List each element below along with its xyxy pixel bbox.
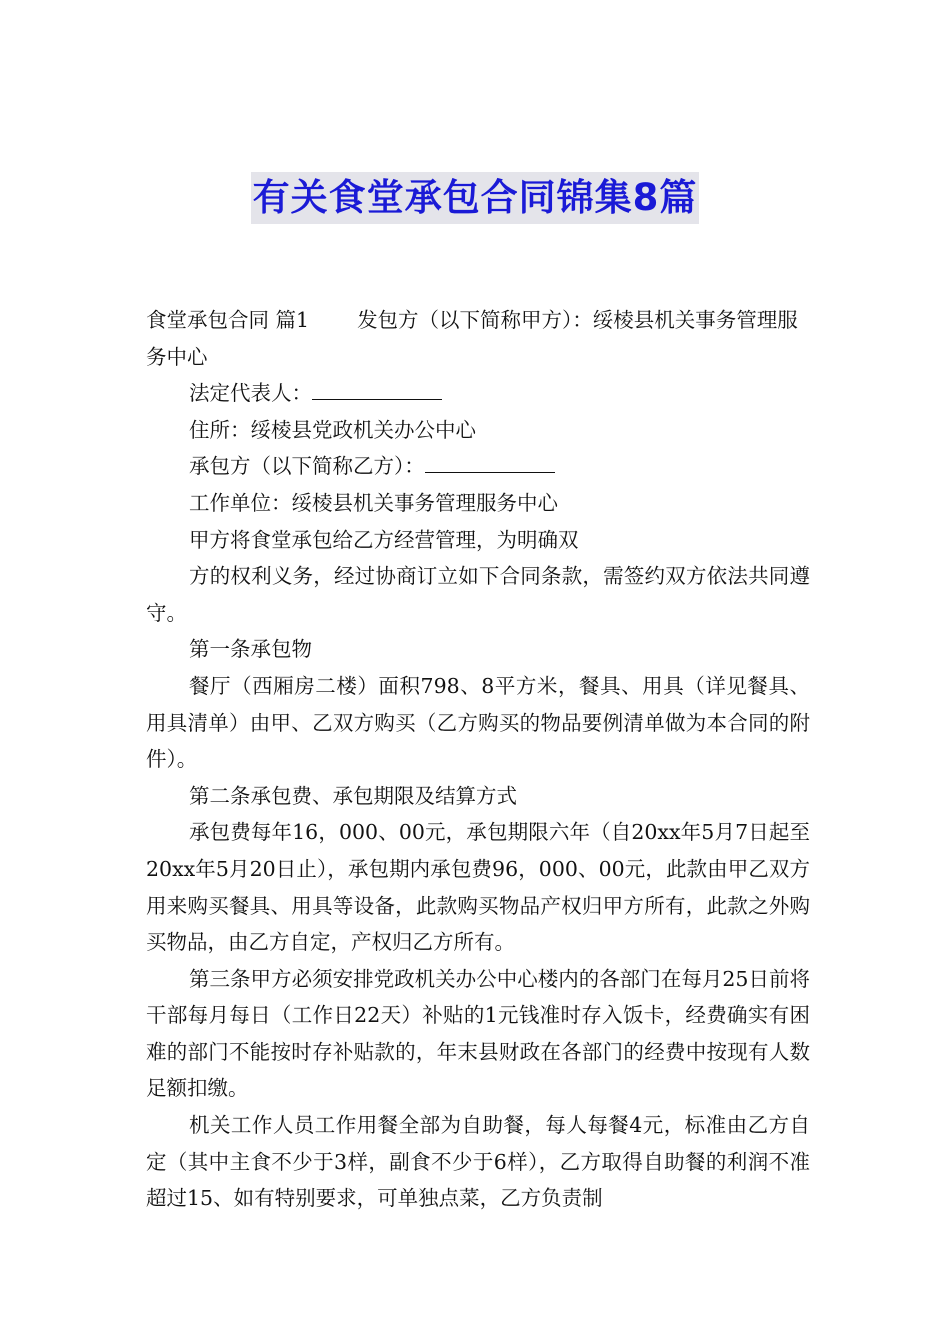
article-2-title: 第二条承包费、承包期限及结算方式 — [189, 783, 517, 808]
party-a-line: 发包方（以下简称甲方）：绥棱县机关事务管理服务中心 — [146, 308, 798, 369]
meal-text: 机关工作人员工作用餐全部为自助餐，每人每餐4元，标准由乙方自定（其中主食不少于3样，副食不少于6样），乙方取得自助餐的利润不准超过15、如有特别要求，可单独点菜，乙方负责制 — [146, 1113, 810, 1211]
intro-text-line-2: 方的权利义务，经过协商订立如下合同条款，需签约双方依法共同遵守。 — [146, 564, 810, 625]
party-b-label: 承包方（以下简称乙方）： — [189, 454, 425, 479]
address-line: 住所：绥棱县党政机关办公中心 — [189, 417, 476, 442]
article-3-text: 第三条甲方必须安排党政机关办公中心楼内的各部门在每月25日前将干部每月每日（工作日22天）补贴的1元钱准时存入饭卡，经费确实有困难的部门不能按时存补贴款的，年末县财政在各部门的经费中按现有人数足额扣缴。 — [146, 966, 810, 1101]
legal-rep-line — [146, 375, 810, 412]
article-1-title: 第一条承包物 — [189, 637, 312, 662]
document-title: 有关食堂承包合同锦集8篇 — [251, 172, 700, 224]
article-1-text: 餐厅（西厢房二楼）面积798、8平方米，餐具、用具（详见餐具、用具清单）由甲、乙双方购买（乙方购买的物品要例清单做为本合同的附件）。 — [146, 673, 810, 772]
legal-rep-blank — [312, 381, 442, 400]
title-container — [0, 172, 950, 224]
contract-heading: 食堂承包合同 篇1 — [146, 308, 310, 332]
article-2-text: 承包费每年16，000、00元，承包期限六年（自20xx年5月7日起至20xx年5月20日止），承包期内承包费96，000、00元，此款由甲乙双方用来购买餐具、用具等设备，此款购买物品产权归甲方所有，此款之外购买物品，由乙方自定，产权归乙方所有。 — [146, 820, 810, 955]
party-b-blank — [425, 454, 555, 473]
party-b-line — [146, 448, 810, 485]
document-body — [146, 302, 810, 1217]
legal-rep-label: 法定代表人： — [189, 381, 312, 406]
intro-text-line-1: 甲方将食堂承包给乙方经营管理，为明确双 — [189, 527, 579, 552]
work-unit-line: 工作单位：绥棱县机关事务管理服务中心 — [189, 490, 558, 515]
intro-paragraph — [146, 302, 810, 375]
